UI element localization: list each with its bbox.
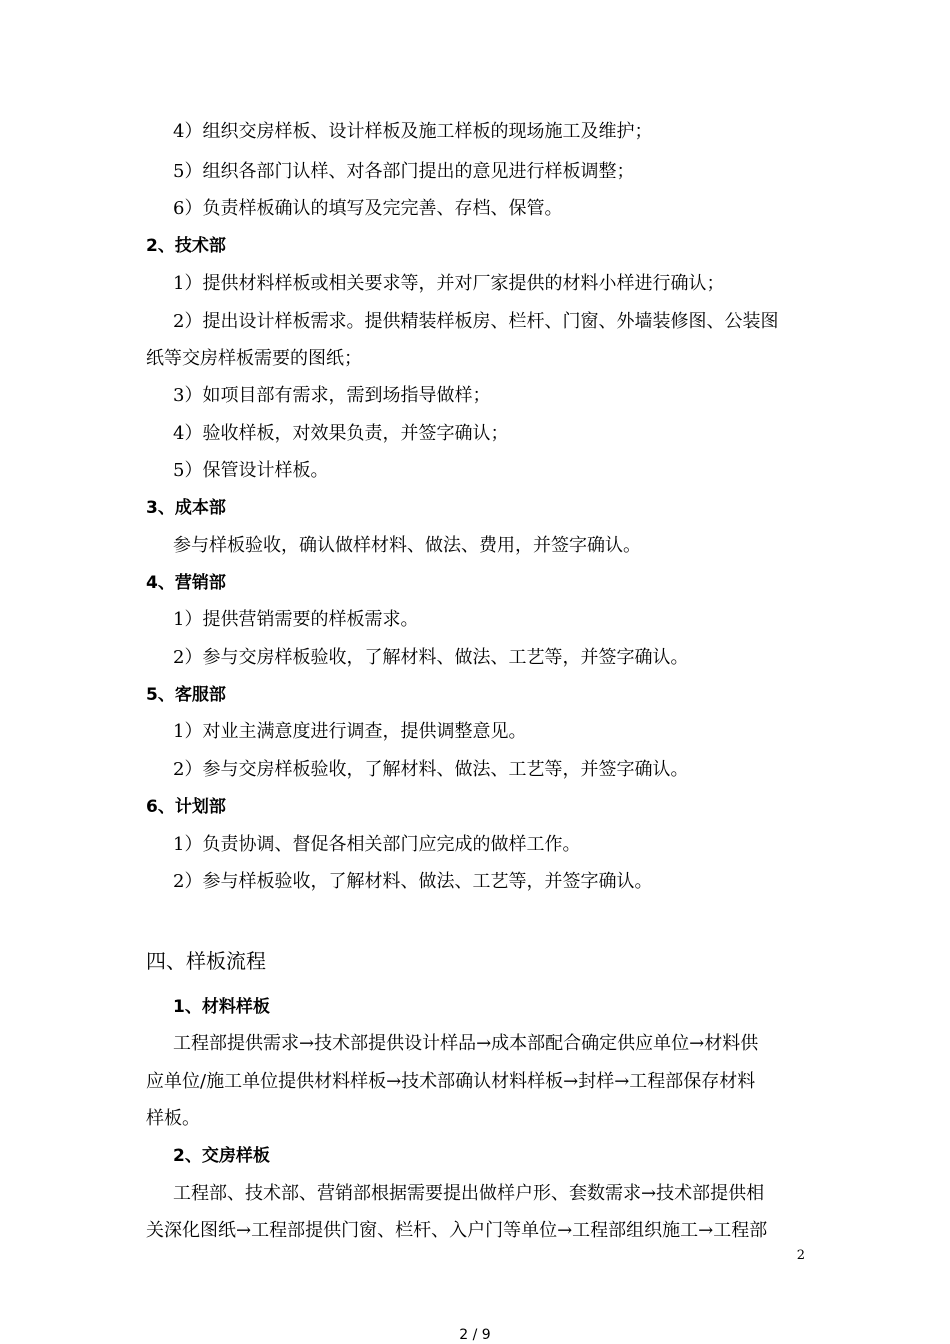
list-item: 2）参与样板验收，了解材料、做法、工艺等，并签字确认。 — [173, 871, 653, 892]
page-number: 2 — [796, 1248, 805, 1263]
list-item: 1）对业主满意度进行调查，提供调整意见。 — [173, 721, 527, 742]
list-item: 2）提出设计样板需求。提供精装样板房、栏杆、门窗、外墙装修图、公装图 — [173, 311, 779, 332]
list-item: 4）验收样板，对效果负责，并签字确认； — [173, 423, 509, 444]
section-heading-marketing: 4、营销部 — [146, 573, 226, 593]
list-item-continuation: 纸等交房样板需要的图纸； — [146, 348, 362, 369]
subsection-heading-material: 1、材料样板 — [173, 997, 270, 1017]
section-heading-tech: 2、技术部 — [146, 236, 226, 256]
list-item: 6）负责样板确认的填写及完完善、存档、保管。 — [173, 198, 563, 219]
list-item: 4）组织交房样板、设计样板及施工样板的现场施工及维护； — [173, 121, 653, 142]
section-heading-cost: 3、成本部 — [146, 498, 226, 518]
chapter-heading: 四、样板流程 — [146, 949, 266, 973]
paragraph-continuation: 样板。 — [146, 1108, 200, 1129]
list-item: 1）提供营销需要的样板需求。 — [173, 609, 419, 630]
paragraph-continuation: 关深化图纸→工程部提供门窗、栏杆、入户门等单位→工程部组织施工→工程部 — [146, 1220, 768, 1241]
paragraph: 工程部、技术部、营销部根据需要提出做样户形、套数需求→技术部提供相 — [173, 1183, 765, 1204]
subsection-heading-handover: 2、交房样板 — [173, 1146, 270, 1166]
list-item: 1）提供材料样板或相关要求等，并对厂家提供的材料小样进行确认； — [173, 273, 725, 294]
paragraph: 参与样板验收，确认做样材料、做法、费用，并签字确认。 — [173, 535, 641, 556]
list-item: 5）保管设计样板。 — [173, 460, 329, 481]
page-indicator: 2 / 9 — [459, 1327, 491, 1343]
list-item: 2）参与交房样板验收，了解材料、做法、工艺等，并签字确认。 — [173, 647, 689, 668]
section-heading-service: 5、客服部 — [146, 685, 226, 705]
list-item: 5）组织各部门认样、对各部门提出的意见进行样板调整； — [173, 161, 635, 182]
section-heading-planning: 6、计划部 — [146, 797, 226, 817]
list-item: 2）参与交房样板验收，了解材料、做法、工艺等，并签字确认。 — [173, 759, 689, 780]
paragraph: 工程部提供需求→技术部提供设计样品→成本部配合确定供应单位→材料供 — [173, 1033, 759, 1054]
list-item: 1）负责协调、督促各相关部门应完成的做样工作。 — [173, 834, 581, 855]
list-item: 3）如项目部有需求，需到场指导做样； — [173, 385, 491, 406]
paragraph-continuation: 应单位/施工单位提供材料样板→技术部确认材料样板→封样→工程部保存材料 — [146, 1071, 756, 1092]
